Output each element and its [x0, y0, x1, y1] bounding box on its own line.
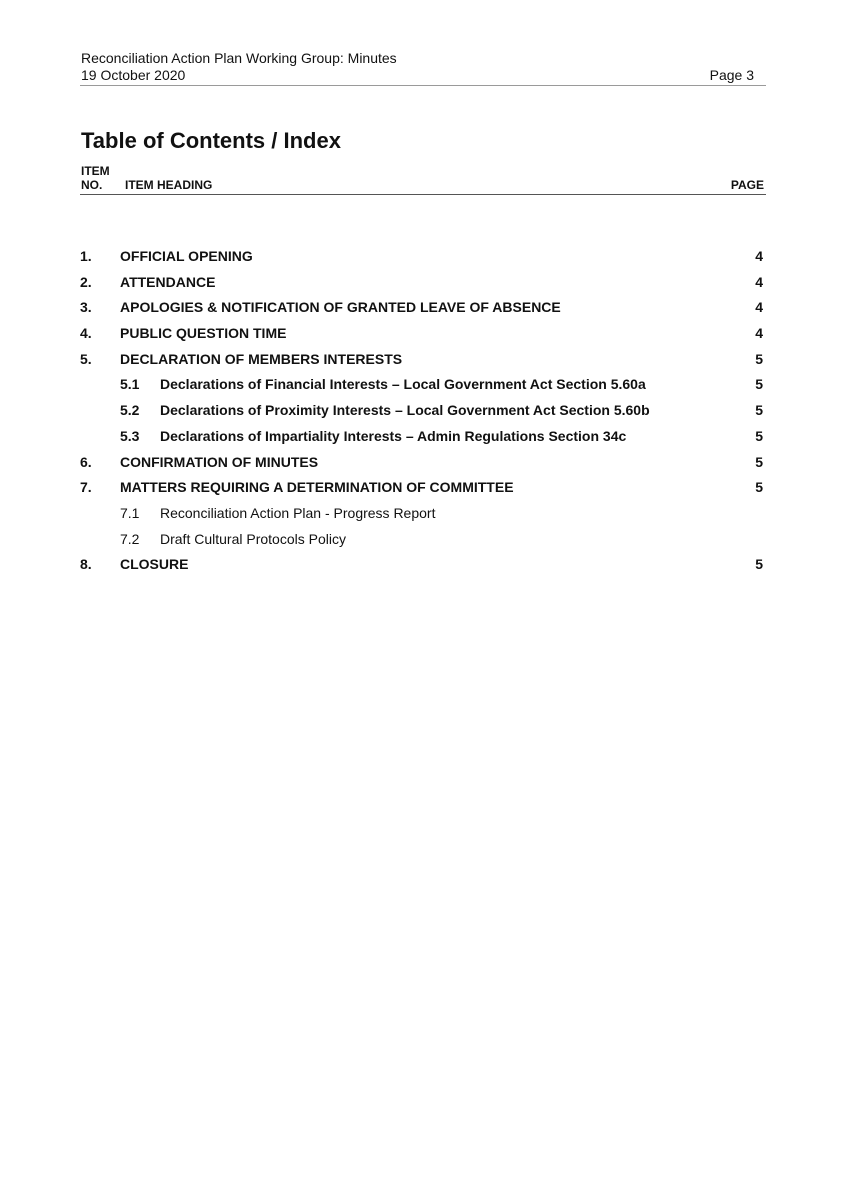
toc-subitem-proximity-interests[interactable]	[80, 400, 766, 426]
toc-item-number: 7.2	[120, 530, 140, 547]
column-header-item-no	[81, 164, 110, 192]
column-header-item-line1: ITEM	[81, 164, 110, 178]
toc-item-number: 5.1	[120, 376, 140, 393]
header-divider	[80, 85, 766, 86]
toc-item-page: 5	[755, 350, 763, 367]
document-title: Reconciliation Action Plan Working Group: Minutes	[81, 50, 397, 66]
toc-item-closure[interactable]	[80, 554, 766, 580]
toc-item-number: 3.	[80, 299, 92, 316]
toc-item-page: 4	[755, 325, 763, 342]
toc-item-heading: OFFICIAL OPENING	[120, 248, 253, 264]
toc-subitem-cultural-protocols-policy[interactable]	[80, 529, 766, 555]
toc-item-page: 5	[755, 427, 763, 444]
toc-item-matters-requiring-determination[interactable]	[80, 477, 766, 503]
toc-subitem-impartiality-interests[interactable]	[80, 426, 766, 452]
toc-item-number: 5.3	[120, 427, 140, 444]
toc-subitem-financial-interests[interactable]	[80, 374, 766, 400]
toc-item-page: 5	[755, 402, 763, 419]
column-header-item-line2: NO.	[81, 178, 103, 192]
toc-item-number: 4.	[80, 325, 92, 342]
toc-item-declaration-of-interests[interactable]	[80, 349, 766, 375]
toc-item-page: 4	[755, 273, 763, 290]
toc-item-page: 4	[755, 299, 763, 316]
page-number: Page 3	[709, 67, 754, 83]
toc-item-heading: Draft Cultural Protocols Policy	[160, 530, 346, 547]
toc-item-number: 7.1	[120, 504, 140, 521]
toc-item-number: 5.2	[120, 402, 140, 419]
toc-item-heading: PUBLIC QUESTION TIME	[120, 325, 287, 342]
toc-item-page: 5	[755, 453, 763, 470]
toc-item-heading: MATTERS REQUIRING A DETERMINATION OF COMMITTEE	[120, 479, 514, 496]
toc-item-number: 1.	[80, 248, 92, 264]
toc-item-heading: Declarations of Impartiality Interests – Admin Regulations Section 34c	[160, 427, 627, 444]
toc-item-heading: Reconciliation Action Plan - Progress Report	[160, 504, 436, 521]
toc-item-page: 5	[755, 556, 763, 573]
toc-item-number: 5.	[80, 350, 92, 367]
toc-item-heading: APOLOGIES & NOTIFICATION OF GRANTED LEAVE OF ABSENCE	[120, 299, 561, 316]
column-header-page: PAGE	[730, 178, 764, 192]
meeting-date: 19 October 2020	[81, 67, 186, 83]
toc-item-public-question-time[interactable]	[80, 323, 766, 349]
toc-item-number: 7.	[80, 479, 92, 496]
toc-item-heading: Declarations of Financial Interests – Local Government Act Section 5.60a	[160, 376, 646, 393]
toc-item-number: 2.	[80, 273, 92, 290]
toc-title: Table of Contents / Index	[81, 128, 341, 153]
toc-item-page: 4	[755, 248, 763, 264]
toc-item-page: 5	[755, 376, 763, 393]
toc-item-heading: DECLARATION OF MEMBERS INTERESTS	[120, 350, 403, 367]
toc-item-confirmation-of-minutes[interactable]	[80, 452, 766, 478]
toc-list	[80, 246, 766, 580]
toc-item-number: 8.	[80, 556, 92, 573]
toc-item-page: 5	[755, 479, 763, 496]
column-header-divider	[80, 194, 766, 195]
column-header-item-heading: ITEM HEADING	[125, 178, 213, 192]
toc-item-apologies[interactable]	[80, 297, 766, 323]
toc-item-official-opening[interactable]	[80, 246, 766, 272]
toc-item-heading: CONFIRMATION OF MINUTES	[120, 453, 319, 470]
toc-item-heading: Declarations of Proximity Interests – Local Government Act Section 5.60b	[160, 402, 650, 419]
toc-subitem-rap-progress-report[interactable]	[80, 503, 766, 529]
toc-item-attendance[interactable]	[80, 272, 766, 298]
toc-item-heading: ATTENDANCE	[120, 273, 216, 290]
toc-item-heading: CLOSURE	[120, 556, 189, 573]
toc-item-number: 6.	[80, 453, 92, 470]
